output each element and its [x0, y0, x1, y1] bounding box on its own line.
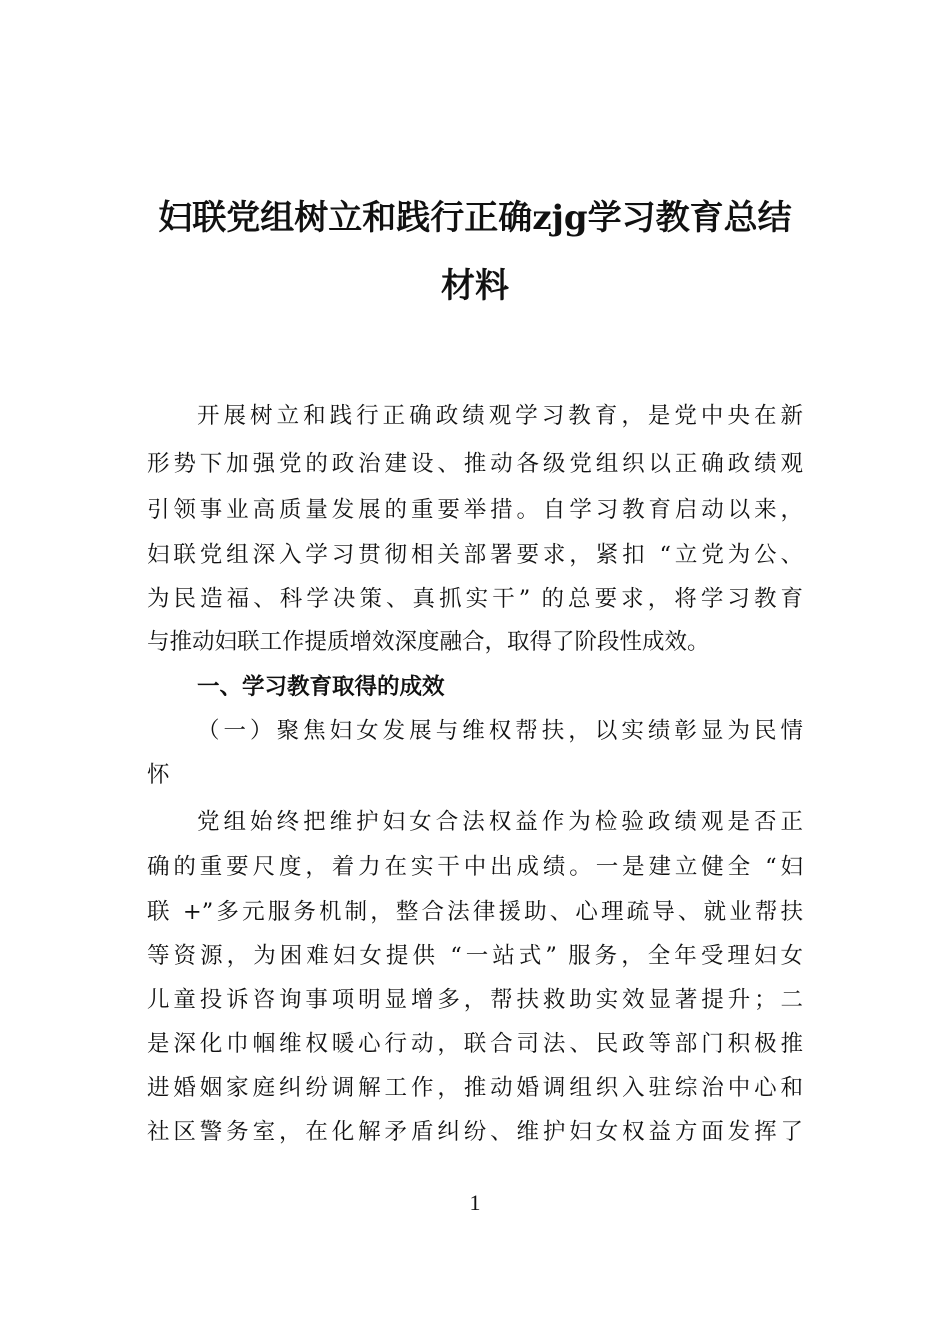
body-paragraph-line: 进婚姻家庭纠纷调解工作，推动婚调组织入驻综治中心和 [147, 1075, 803, 1101]
body-paragraph-line: 等资源，为困难妇女提供 “一站式” 服务，全年受理妇女 [147, 943, 803, 969]
intro-paragraph-line: 开展树立和践行正确政绩观学习教育，是党中央在新 [197, 403, 803, 429]
page-number: 1 [469, 1190, 481, 1215]
document-title-line-2: 材料 [441, 266, 509, 306]
subsection-heading-line: 怀 [147, 762, 170, 788]
body-paragraph-line: 确的重要尺度，着力在实干中出成绩。一是建立健全 “妇 [147, 854, 803, 880]
body-paragraph-line: 儿童投诉咨询事项明显增多，帮扶救助实效显著提升；二 [147, 987, 803, 1013]
intro-paragraph-line: 引领事业高质量发展的重要举措。自学习教育启动以来， [147, 497, 803, 523]
section-heading: 一、学习教育取得的成效 [197, 674, 445, 700]
intro-paragraph-line: 妇联党组深入学习贯彻相关部署要求，紧扣 “立党为公、 [147, 542, 803, 568]
body-paragraph-line: 社区警务室，在化解矛盾纠纷、维护妇女权益方面发挥了 [147, 1119, 803, 1145]
intro-paragraph-line: 与推动妇联工作提质增效深度融合，取得了阶段性成效。 [147, 629, 710, 655]
body-paragraph-line: 是深化巾帼维权暖心行动，联合司法、民政等部门积极推 [147, 1031, 803, 1057]
subsection-heading-line: （一）聚焦妇女发展与维权帮扶，以实绩彰显为民情 [197, 718, 803, 744]
intro-paragraph-line: 形势下加强党的政治建设、推动各级党组织以正确政绩观 [147, 451, 803, 477]
intro-paragraph-line: 为民造福、科学决策、真抓实干” 的总要求，将学习教育 [147, 586, 803, 612]
document-title-line-1: 妇联党组树立和践行正确zjg学习教育总结 [158, 198, 792, 238]
body-paragraph-line: 联 +”多元服务机制，整合法律援助、心理疏导、就业帮扶 [147, 899, 803, 925]
body-paragraph-line: 党组始终把维护妇女合法权益作为检验政绩观是否正 [197, 809, 803, 835]
